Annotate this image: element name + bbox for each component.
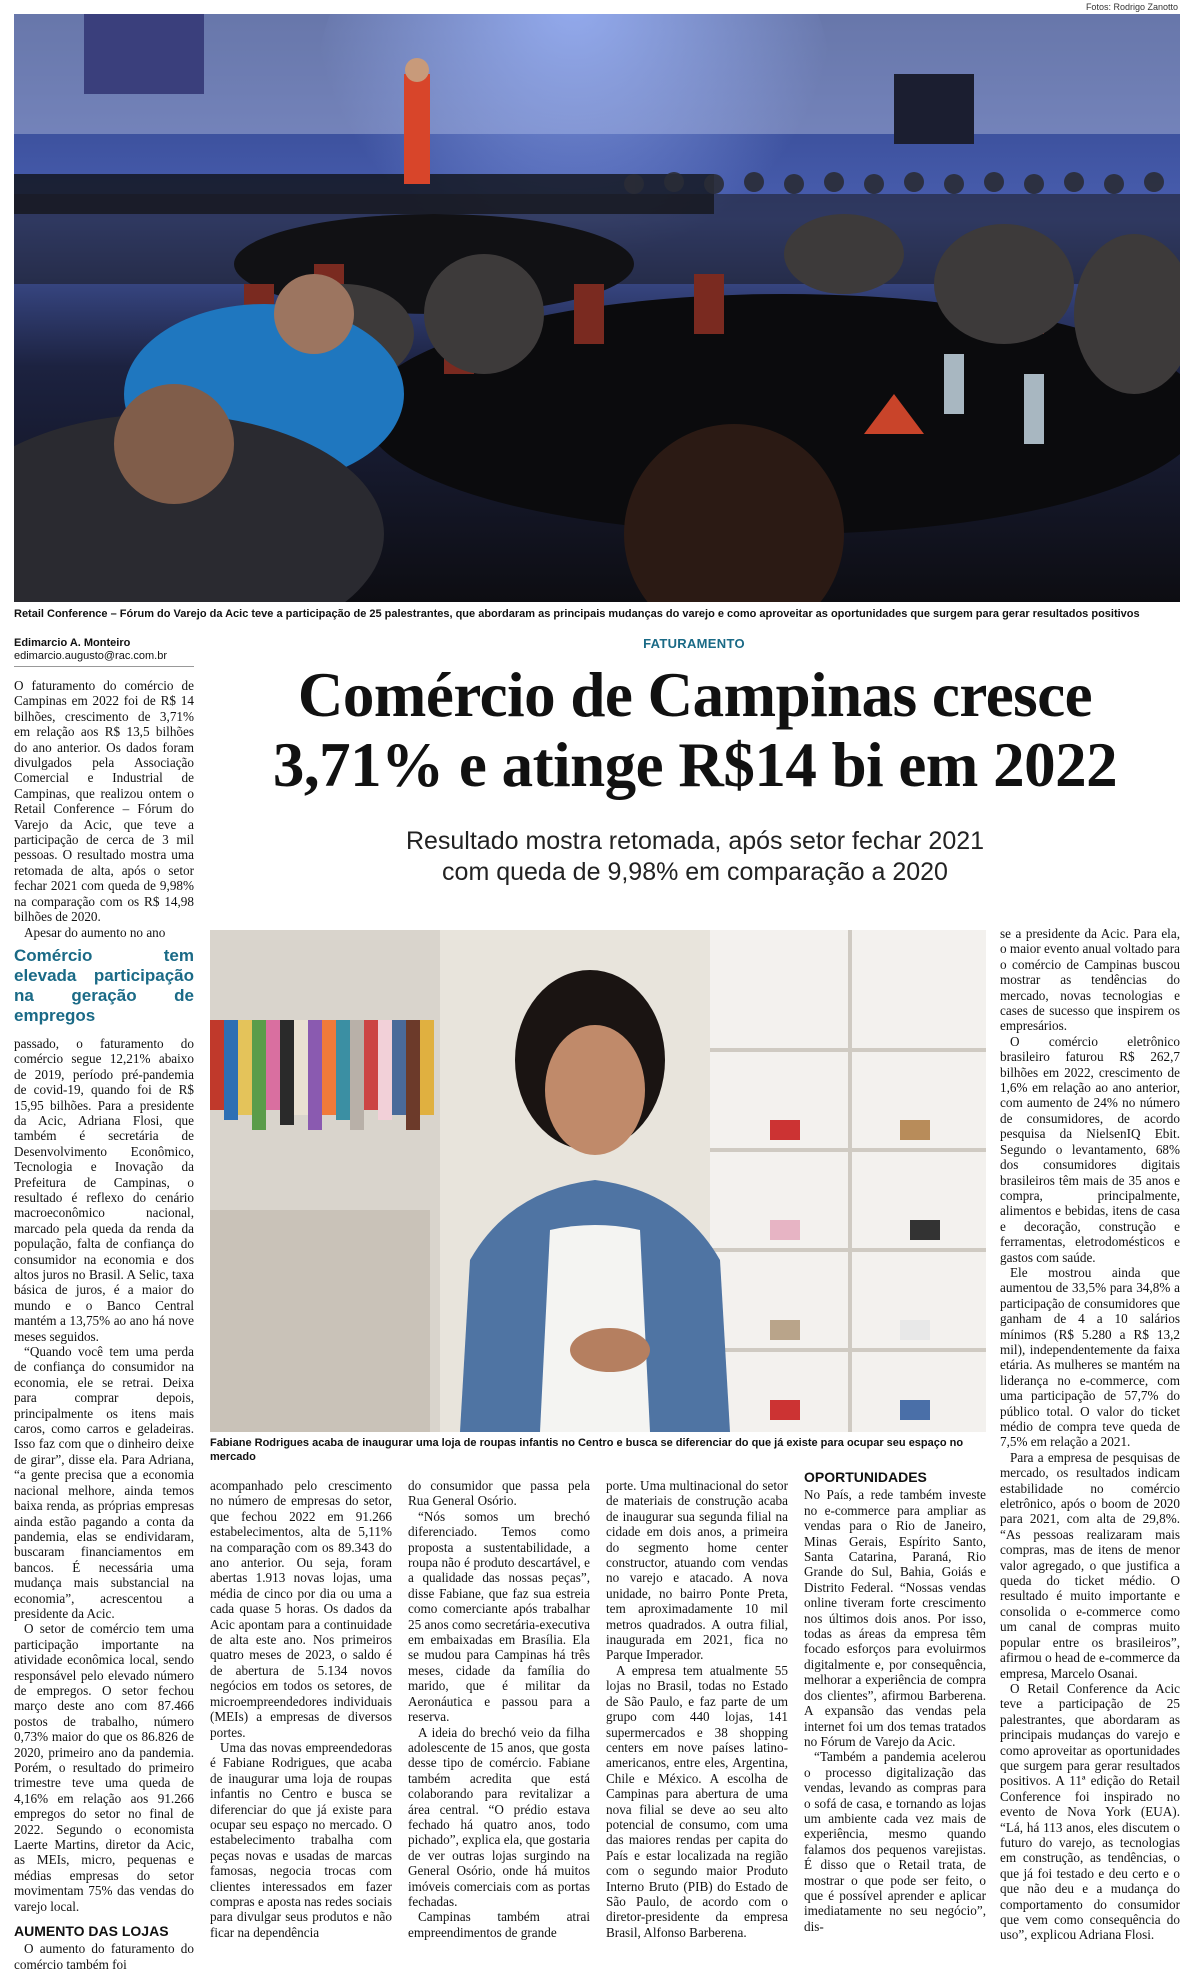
article-paragraph: passado, o faturamento do comércio segue 12,21% abaixo de 2019, período pré-pandemia de covid-19, quando foi de R$ 15,95 bilhões. Para a presidente da Acic, Adriana Flosi, que também é secretária de Desenvolvimento Econômico, Tecnologia e Inovação da Prefeitura de Campinas, o resultado é reflexo do cenário macroeconômico nacional, marcado pela queda da renda da população, falta de confiança do consumidor na economia e dos altos juros no Brasil. A Selic, taxa básica de juros, é a maior do mundo e o Banco Central mantém a 13,75% ao ano há nove meses seguidos. — [14, 1035, 194, 1344]
article-column-4 — [606, 1478, 788, 1940]
article-paragraph: Para a empresa de pesquisas de mercado, os resultados indicam estabilidade no comércio eletrônico, após o boom de 2020 para 2021, com alta de 29,8%. “As pessoas realizaram mais compras, mas de itens de menor valor agregado, o que justifica a queda do ticket médio. O resultado é muito importante e consolida o e-commerce como um canal de compras muito popular entre os brasileiros”, afirmou o head de e-commerce da empresa, Marcelo Osanai. — [1000, 1449, 1180, 1681]
headline-line-2: 3,71% e atinge R$14 bi em 2022 — [272, 730, 1118, 800]
article-paragraph: O Retail Conference da Acic teve a participação de 25 palestrantes, que abordaram as principais mudanças do varejo e como aproveitar as oportunidades que surgem para gerar resultados positivos. A 11ª edição do Retail Conference foi inspirado no evento de Nova York (EUA). “Lá, há 113 anos, eles discutem o futuro do varejo, as tecnologias em construção, as tendências, o que já foi testado e deu certo e o que não deu e a mudança do comportamento do consumidor que vem como consequência do uso”, explicou Adriana Flosi. — [1000, 1680, 1180, 1943]
article-paragraph: “Nós somos um brechó diferenciado. Temos como proposta a sustentabilidade, a roupa não é produto descartável, e a qualidade das nossas peças”, disse Fabiane, que faz sua estreia como comerciante após trabalhar 25 anos como secretária-executiva em embaixadas em Brasília. Ela se mudou para Campinas há três meses, cidade da família do marido, que é militar da Aeronáutica e passou para a reserva. — [408, 1508, 590, 1725]
store-photo-caption: Fabiane Rodrigues acaba de inaugurar uma loja de roupas infantis no Centro e busca se diferenciar do que já existe para ocupar seu espaço no mercado — [210, 1437, 964, 1463]
article-paragraph: Apesar do aumento no ano — [24, 924, 166, 940]
article-column-2 — [210, 1478, 392, 1940]
article-paragraph: A ideia do brechó veio da filha adolescente de 15 anos, que gosta desse tipo de comércio. Fabiane também acredita que está colaborando para revitalizar a área central. “O prédio estava fechado há quatro anos, todo pichado”, explica ela, que gostaria de ver outras lojas surgindo na General Osório, onde há muitos imóveis comerciais com as portas fechadas. — [408, 1724, 590, 1909]
article-column-5 — [804, 1470, 986, 1934]
article-paragraph: “Quando você tem uma perda de confiança do consumidor na economia, ele se retrai. Deixa para comprar depois, principalmente os itens mais caros, como carros e geladeiras. Isso faz com que o dinheiro deixe de girar”, disse ela. Para Adriana, “a gente precisa que a economia nacional melhore, ainda temos baixa renda, as próprias empresas ainda estão pagando a conta da pandemia, elas se endividaram, buscaram financiamentos em bancos. É necessária uma mudança mais substancial na economia”, acrescentou a presidente da Acic. — [14, 1344, 194, 1621]
article-paragraph: Ele mostrou ainda que aumentou de 33,5% para 34,8% a participação de consumidores que ganham de 4 a 10 salários mínimos (R$ 5.280 a R$ 13,2 mil), independentemente da faixa etária. As mulheres se mantém na liderança no e-commerce, com uma participação de 57,7% do público total. O valor do ticket médio de compra teve queda de 7,5% em relação a 2021. — [1000, 1264, 1180, 1450]
subhead-line-2: com queda de 9,98% em comparação a 2020 — [442, 858, 948, 886]
article-column-6 — [1000, 926, 1180, 1943]
subheadline — [210, 826, 1180, 888]
article-paragraph: Uma das novas empreendedoras é Fabiane Rodrigues, que acaba de inaugurar uma loja de roupas infantis no Centro e busca se diferenciar do que já existe para ocupar seu espaço no mercado. O estabelecimento trabalha com peças novas e usadas de marcas famosas, negocia trocas com clientes interessados em fazer compras e aposta nas redes sociais para divulgar seus produtos e não ficar na dependência — [210, 1739, 392, 1940]
subhead-line-1: Resultado mostra retomada, após setor fechar 2021 — [405, 827, 985, 855]
article-paragraph: “Também a pandemia acelerou o processo digitalização das vendas, levando as compras para o sofá de casa, e tornando as lojas um ambiente cada vez mais de experiência, mesmo quando falamos dos pequenos varejistas. É disso que o Retail trata, de mostrar o que pode ser feito, o que é possível aprender e aplicar imediatamente no seu negócio”, dis- — [804, 1749, 986, 1934]
article-paragraph: No País, a rede também investe no e-commerce para ampliar as vendas para o Rio de Janeiro, Minas Gerais, Espírito Santo, Santa Catarina, Paraná, Rio Grande do Sul, Bahia, Goiás e Distrito Federal. “Nossas vendas online tiveram forte crescimento nos últimos dois anos. Por isso, todas as áreas da empresa têm focado esforços para evoluirmos digitalmente e, por consequência, melhorar a experiência de compra dos clientes”, afirmou Barberena. A expansão das vendas pela internet foi um dos temas tratados no Fórum de Varejo da Acic. — [804, 1487, 986, 1749]
top-photo-caption: Retail Conference – Fórum do Varejo da Acic teve a participação de 25 palestrantes, que abordaram as principais mudanças do varejo e como aproveitar as oportunidades que surgem para gerar resultados positivos — [14, 608, 1140, 620]
article-paragraph: acompanhado pelo crescimento no número de empresas do setor, que fechou 2022 em 91.266 estabelecimentos, alta de 5,11% na comparação com os 89.343 do ano anterior. Ou seja, foram abertas 1.913 novas lojas, uma média de cinco por dia ou uma a cada quase 5 horas. Os dados da Acic apontam para a continuidade de alta este ano. Nos primeiros quatro meses de 2023, o saldo é de abertura de 5.134 novos negócios em todos os setores, de microempreendedores individuais (MEIs) a empresas de diversos portes. — [210, 1478, 392, 1740]
top-photo — [14, 14, 1180, 602]
article-paragraph: O faturamento do comércio de Campinas em 2022 foi de R$ 14 bilhões, crescimento de 3,71% em relação aos R$ 13,5 bilhões do ano anterior. Os dados foram divulgados pela Associação Comercial e Industrial de Campinas, que realizou ontem o Retail Conference – Fórum do Varejo da Acic, que teve a participação de cerca de 3 mil pessoas. O resultado mostra uma retomada de alta, após o setor fechar 2021 com queda de 9,98% na comparação com os R$ 14,98 bilhões de 2020. — [14, 678, 194, 925]
photo-credit: Fotos: Rodrigo Zanotto — [1085, 2, 1178, 12]
author-name: Edimarcio A. Monteiro — [14, 637, 131, 649]
store-photo — [210, 930, 986, 1432]
headline — [210, 660, 1180, 800]
article-paragraph: porte. Uma multinacional do setor de materiais de construção acaba de inaugurar sua segunda filial na cidade em dois anos, a primeira do segmento home center constructor, atuando com vendas no varejo e atacado. A nova unidade, no bairro Ponte Preta, tem aproximadamente 10 mil metros quadrados. A outra filial, inaugurada em 2021, fica no Parque Imperador. — [606, 1478, 788, 1663]
article-column-1 — [14, 678, 194, 1972]
article-paragraph: O setor de comércio tem uma participação importante na atividade econômica local, sendo responsável pelo elevado número de empregos. O setor fechou março deste ano com 87.466 postos de trabalho, número 0,73% maior do que os 86.826 de 2020, primeiro ano da pandemia. Porém, o resultado do primeiro trimestre teve uma queda de 4,16% em relação aos 91.266 empregos do setor no final de 2022. Segundo o economista Laerte Martins, diretor da Acic, as MEIs, micro, pequenas e médias empresas do setor movimentam 75% das vendas do varejo local. — [14, 1621, 194, 1914]
section-title-oportunidades: OPORTUNIDADES — [804, 1469, 927, 1485]
article-paragraph: do consumidor que passa pela Rua General Osório. — [408, 1478, 590, 1509]
author-email: edimarcio.augusto@rac.com.br — [14, 650, 168, 662]
section-kicker: FATURAMENTO — [643, 636, 745, 651]
article-column-3 — [408, 1478, 590, 1940]
article-paragraph: A empresa tem atualmente 55 lojas no Brasil, todas no Estado de São Paulo, e faz parte de um grupo com 440 lojas, 141 supermercados e 38 shopping centers em nove países latino-americanos, entre eles, Argentina, Chile e México. A escolha de Campinas para abertura de uma nova filial se deve ao seu alto potencial de consumo, com uma das maiores rendas per capita do País e estar localizada na região com o segundo maior Produto Interno Bruto (PIB) do Estado de São Paulo, de acordo com o diretor-presidente da empresa Brasil, Alfonso Barberena. — [606, 1662, 788, 1940]
article-paragraph: O aumento do faturamento do comércio também foi — [14, 1941, 194, 1972]
article-paragraph: se a presidente da Acic. Para ela, o maior evento anual voltado para o comércio de Campinas buscou mostrar as tendências do mercado, novas tecnologias e cases de sucesso que inspirem os empresários. — [1000, 926, 1180, 1034]
headline-line-1: Comércio de Campinas cresce — [297, 660, 1093, 730]
article-paragraph: Campinas também atrai empreendimentos de grande — [408, 1909, 590, 1940]
author-divider — [14, 666, 194, 667]
section-title-aumento: AUMENTO DAS LOJAS — [14, 1923, 169, 1940]
article-paragraph: O comércio eletrônico brasileiro faturou R$ 262,7 bilhões em 2022, crescimento de 1,6% em relação ao ano anterior, com aumento de 24% no número de consumidores, de acordo pesquisa da NielsenIQ Ebit. Segundo o levantamento, 68% dos consumidores digitais brasileiros têm mais de 35 anos e compra, principalmente, alimentos e bebidas, itens de casa e decoração, construção e ferramentas, eletrodomésticos e gastos com saúde. — [1000, 1033, 1180, 1265]
inline-subtitle: Comércio tem elevada participação na geração de empregos — [14, 945, 194, 1025]
